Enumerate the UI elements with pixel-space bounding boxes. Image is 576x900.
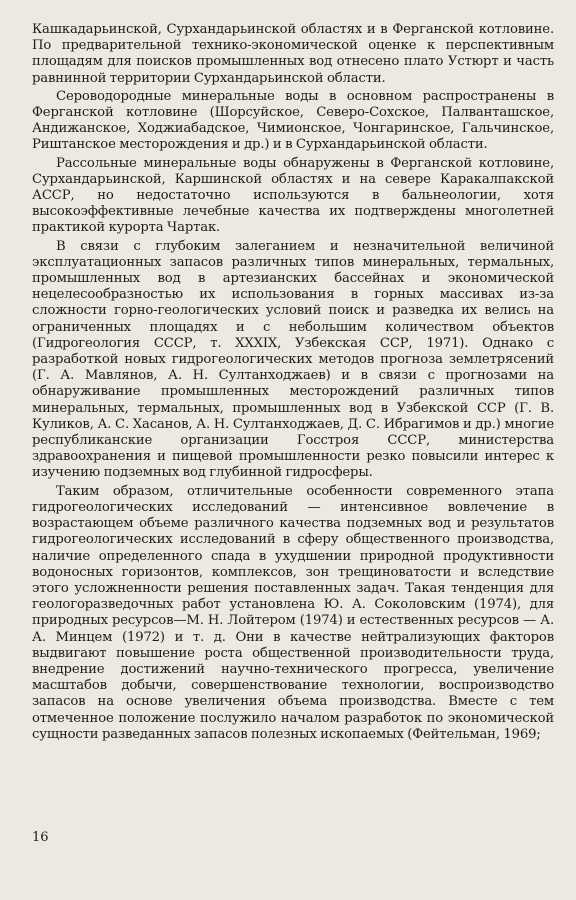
paragraph-1: Кашкадарьинской, Сурхандарьинской областях и в Ферганской котловине. По предварительной технико-экономической оценке к перспективным площадям для поисков промышленных вод отнесено плато Устюрт и часть равнинной территории Сурхандарьинской области. xyxy=(32,22,554,86)
paragraph-3: Рассольные минеральные воды обнаружены в Ферганской котловине, Сурхандарьинской, Каршинской областях и на севере Каракалпакской АССР, но недостаточно используются в бальнеологии, хотя высокоэффективные лечебные качества их подтверждены многолетней практикой курорта Чартак. xyxy=(32,155,554,236)
body-text xyxy=(32,22,554,743)
paragraph-5: Таким образом, отличительные особенности современного этапа гидрогеологических исследований — интенсивное вовлечение в возрастающем объеме различного качества подземных вод и результатов гидрогеологических исследований в сферу общественного производства, наличие определенного спада в ухудшении природной продуктивности водоносных горизонтов, комплексов, зон трещиноватости и вследствие этого усложненности решения поставленных задач. Такая тенденция для геологоразведочных работ установлена Ю. А. Соколовским (1974), для природных ресурсов—М. Н. Лойтером (1974) и естественных ресурсов — А. А. Минцем (1972) и т. д. Они в качестве нейтрализующих факторов выдвигают повышение роста общественной производительности труда, внедрение достижений научно-технического прогресса, увеличение масштабов добычи, совершенствование технологии, воспроизводство запасов на основе увеличения объема производства. Вместе с тем отмеченное положение послужило началом разработок по экономической сущности разведанных запасов полезных ископаемых (Фейтельман, 1969; xyxy=(32,483,554,742)
paragraph-2: Сероводородные минеральные воды в основном распространены в Ферганской котловине (Шорсуйское, Северо-Сохское, Палванташское, Андижанское, Ходжиабадское, Чимионское, Чонгаринское, Гальчинское, Риштанское месторождения и др.) и в Сурхандарьинской области. xyxy=(32,88,554,153)
page-number: 16 xyxy=(32,830,49,845)
paragraph-4: В связи с глубоким залеганием и незначительной величиной эксплуатационных запасов различных типов минеральных, термальных, промышленных вод в артезианских бассейнах и экономической нецелесообразностью их использования в горных массивах из-за сложности горно-геологических условий поиск и разведка их велись на ограниченных площадях и с небольшим количеством объектов (Гидрогеология СССР, т. XXXIX, Узбекская ССР, 1971). Однако с разработкой новых гидрогеологических методов прогноза землетрясений (Г. А. Мавлянов, А. Н. Султанходжаев) и в связи с прогнозами на обнаруживание промышленных месторождений различных типов минеральных, термальных, промышленных вод в Узбекской ССР (Г. В. Куликов, А. С. Хасанов, А. Н. Султанходжаев, Д. С. Ибрагимов и др.) многие республиканские организации Госстроя СССР, министерства здравоохранения и пищевой промышленности резко повысили интерес к изучению подземных вод глубинной гидросферы. xyxy=(32,238,554,481)
